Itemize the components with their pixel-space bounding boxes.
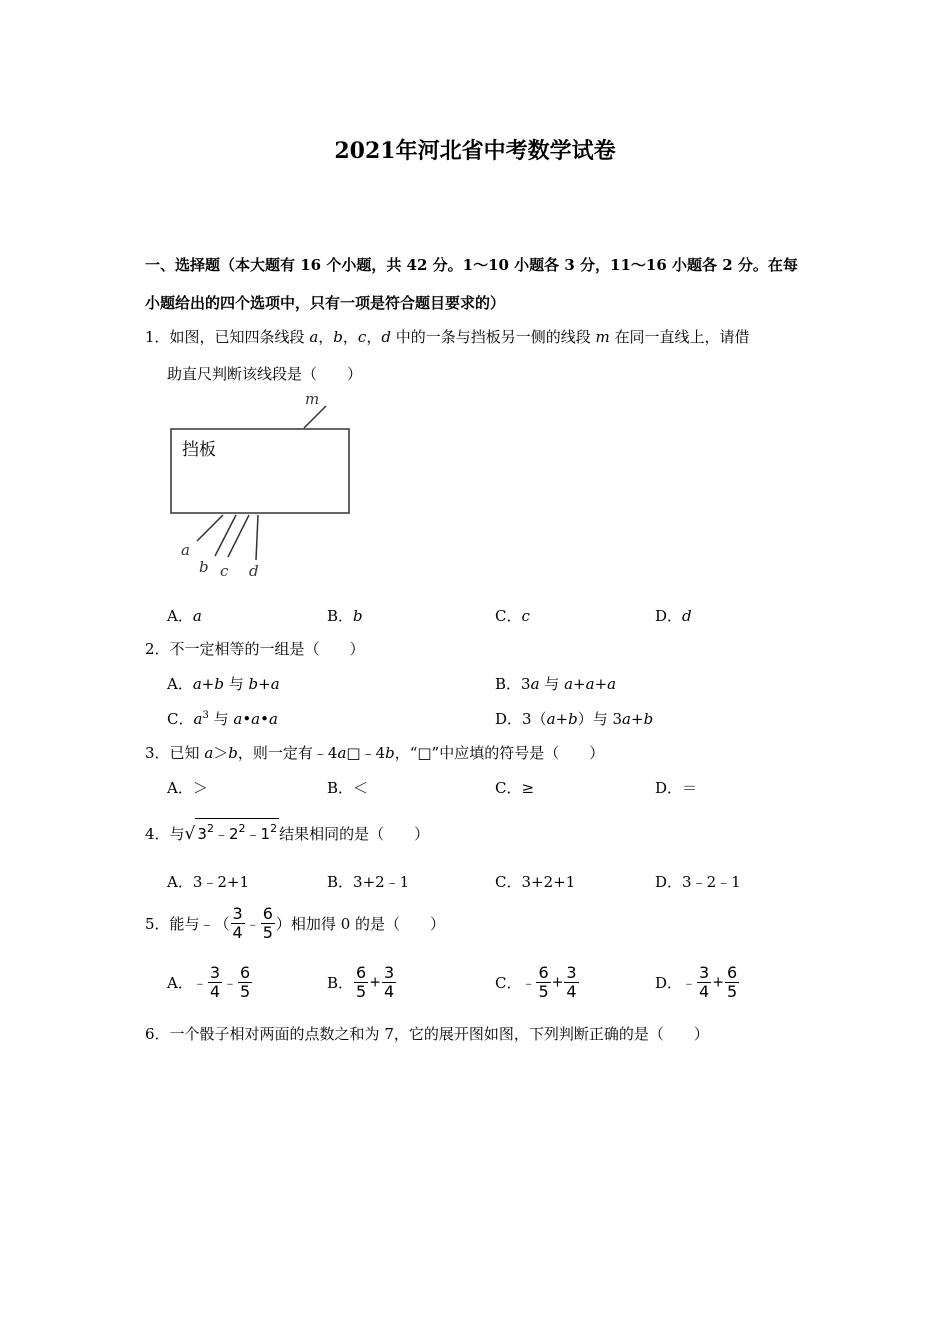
q5-option-a[interactable]: A．﹣ $\frac{3}{4}$ ﹣ $\frac{6}{5}$ — [167, 963, 251, 1001]
radicand: $3^2﹣2^2﹣1^2$ — [195, 818, 279, 844]
q1-option-a[interactable]: A．a — [167, 607, 202, 625]
q1-option-d[interactable]: D．d — [655, 607, 692, 625]
q2-option-d[interactable]: D．3（a+b）与 3a+b — [495, 710, 654, 728]
q3-option-d[interactable]: D．＝ — [655, 779, 698, 797]
fraction: $\frac{6}{5}$ — [356, 963, 367, 1001]
section-header-line1: 一、选择题（本大题有 16 个小题，共 42 分。1～10 小题各 3 分，11～16 小题各 2 分。在每 — [145, 256, 798, 274]
page-title: 2021年河北省中考数学试卷 — [334, 138, 616, 164]
segment-d — [256, 515, 258, 560]
question-6-stem: 6．一个骰子相对两面的点数之和为 7，它的展开图如图，下列判断正确的是（ ） — [145, 1025, 709, 1043]
fraction: $\frac{6}{5}$ — [726, 963, 738, 1001]
fraction: $\frac{3}{4}$ — [209, 963, 221, 1001]
q3-option-c[interactable]: C．≥ — [495, 779, 535, 797]
segment-m — [304, 406, 326, 428]
label-d: d — [249, 562, 259, 580]
q5-option-d[interactable]: D．﹣ $\frac{3}{4}$ + $\frac{6}{5}$ — [655, 963, 738, 1001]
question-2-stem: 2．不一定相等的一组是（ ） — [145, 640, 365, 658]
label-m: m — [305, 390, 320, 408]
fraction: $\frac{6}{5}$ — [262, 904, 273, 942]
label-a: a — [181, 541, 190, 559]
question-4-stem: 4．与√ $3^2﹣2^2﹣1^2$ 结果相同的是（ ） — [145, 818, 429, 844]
q2-option-a[interactable]: A．a+b 与 b+a — [167, 675, 280, 693]
question-1-line2: 助直尺判断该线段是（ ） — [167, 365, 363, 383]
fraction: $\frac{6}{5}$ — [538, 963, 549, 1001]
question-1-line1: 1．如图，已知四条线段 a，b，c，d 中的一条与挡板另一侧的线段 m 在同一直线上，请借 — [145, 328, 750, 346]
q5-option-c[interactable]: C．﹣ $\frac{6}{5}$ + $\frac{3}{4}$ — [495, 963, 577, 1001]
segment-c — [228, 515, 249, 557]
q1-option-b[interactable]: B．b — [327, 607, 363, 625]
q4-option-d[interactable]: D．3﹣2﹣1 — [655, 873, 741, 891]
q1-option-c[interactable]: C．c — [495, 607, 530, 625]
q4-option-a[interactable]: A．3﹣2+1 — [167, 873, 250, 891]
q4-option-c[interactable]: C．3+2+1 — [495, 873, 576, 891]
fraction: $\frac{3}{4}$ — [383, 963, 395, 1001]
segment-b — [215, 515, 236, 556]
segment-a — [197, 515, 223, 541]
q2-option-b[interactable]: B．3a 与 a+a+a — [495, 675, 617, 693]
fraction: $\frac{3}{4}$ — [699, 963, 710, 1001]
question-5-stem: 5．能与﹣（ $\frac{3}{4}$ ﹣ $\frac{6}{5}$ ）相加得 0 的是（ ） — [145, 904, 446, 942]
fraction: $\frac{3}{4}$ — [566, 963, 577, 1001]
label-c: c — [220, 562, 229, 580]
label-b: b — [199, 558, 209, 576]
q4-option-b[interactable]: B．3+2﹣1 — [327, 873, 410, 891]
radical-sign: √ — [184, 824, 196, 844]
q2-option-c[interactable]: C．$a^3$ 与 a•a•a — [167, 710, 278, 728]
fraction: $\frac{6}{5}$ — [240, 963, 251, 1001]
question-3-stem: 3．已知 a＞b，则一定有﹣4a□﹣4b，“□”中应填的符号是（ ） — [145, 744, 605, 762]
q3-option-b[interactable]: B．＜ — [327, 779, 369, 797]
fraction: $\frac{3}{4}$ — [232, 904, 243, 942]
section-header-line2: 小题给出的四个选项中，只有一项是符合题目要求的） — [145, 294, 506, 312]
board-label: 挡板 — [182, 440, 216, 460]
q3-option-a[interactable]: A．＞ — [167, 779, 208, 797]
q5-option-b[interactable]: B． $\frac{6}{5}$ + $\frac{3}{4}$ — [327, 963, 395, 1001]
